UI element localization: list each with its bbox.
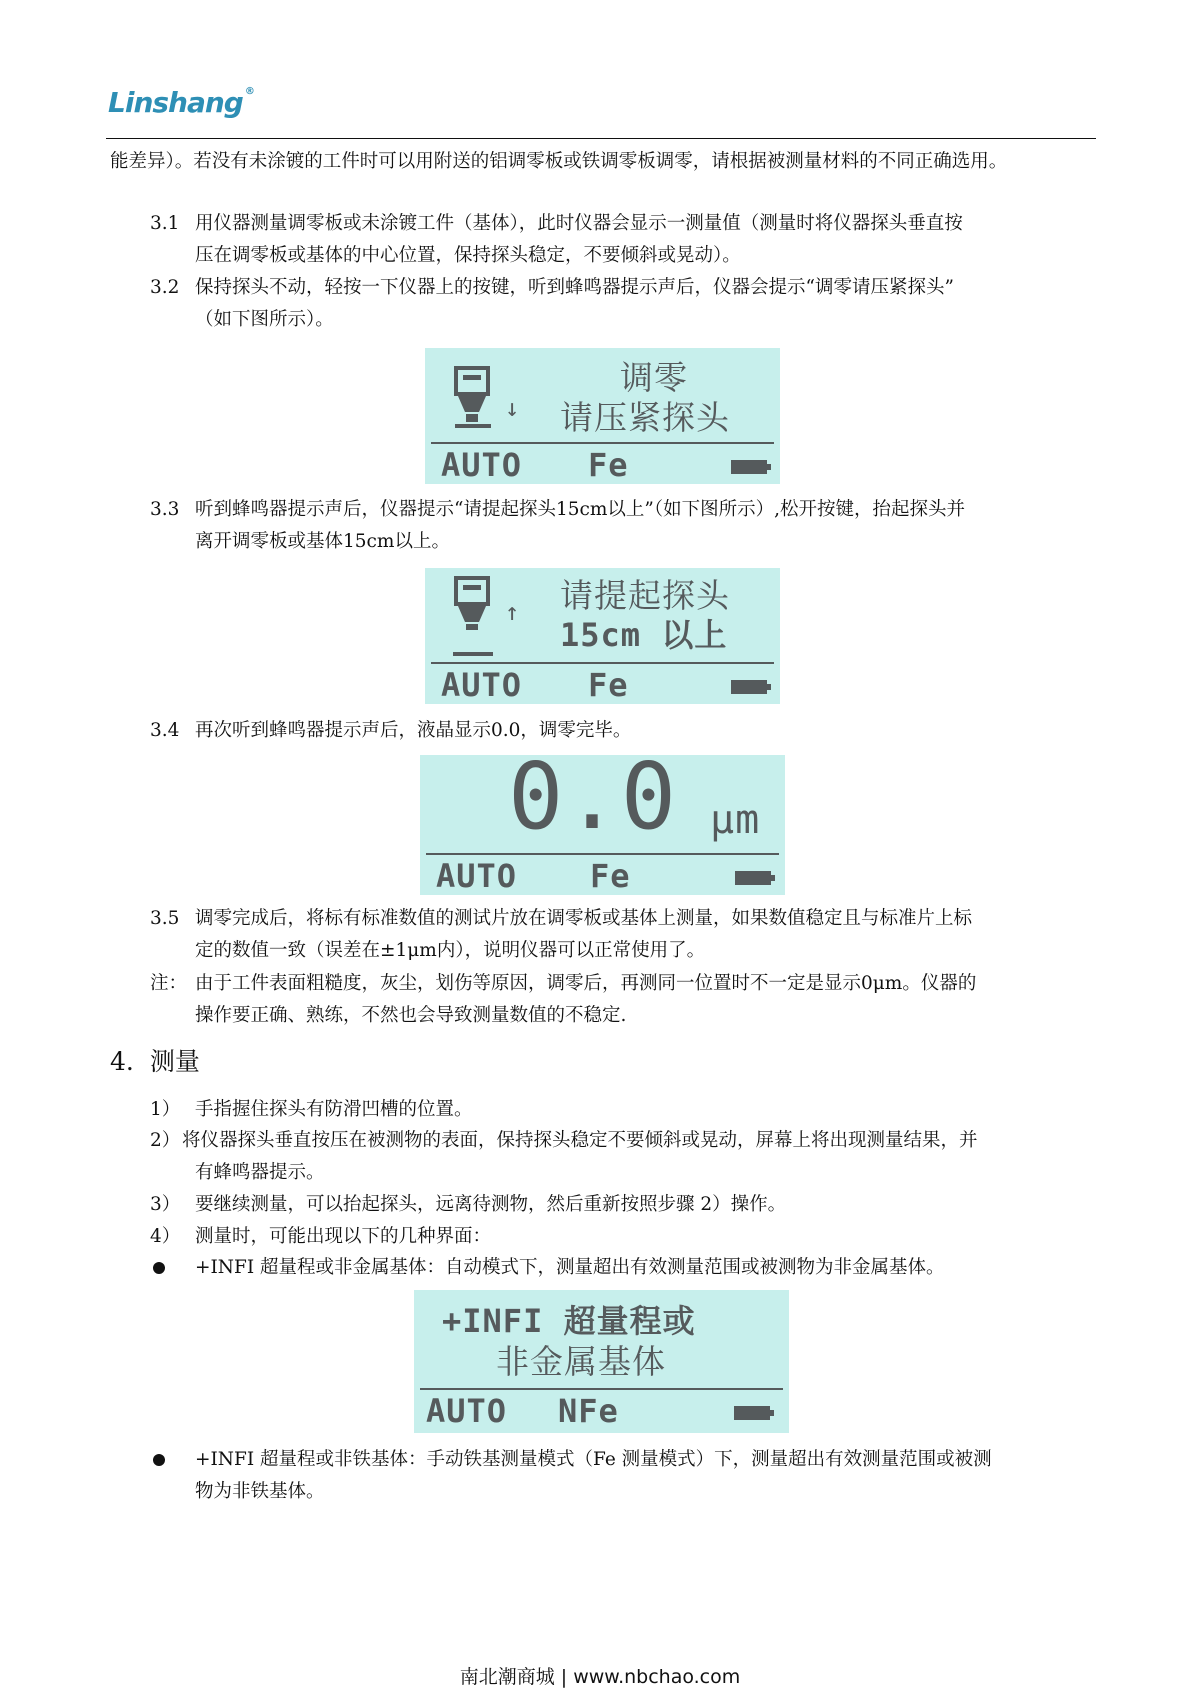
- arrow-up-icon: ↑: [505, 598, 521, 626]
- step-text-line1: 测量时，可能出现以下的几种界面：: [195, 1226, 492, 1247]
- lcd-line2: 非金属基体: [496, 1342, 666, 1381]
- lcd-material: Fe: [590, 857, 631, 895]
- probe-icon: [453, 576, 493, 640]
- step-text-line2: 压在调零板或基体的中心位置，保持探头稳定，不要倾斜或晃动）。: [195, 245, 741, 266]
- lcd-divider: [431, 442, 774, 444]
- logo-text: Linshang: [108, 86, 243, 119]
- lcd-line1: 调零: [620, 358, 688, 397]
- step-text-line2: 有蜂鸣器提示。: [195, 1162, 325, 1183]
- note-text-line1: 由于工件表面粗糙度，灰尘，划伤等原因，调零后，再测同一位置时不一定是显示0μm。仪器的: [195, 973, 977, 994]
- bullet-text-line1: +INFI 超量程或非铁基体：手动铁基测量模式（Fe 测量模式）下，测量超出有效测量范围或被测: [195, 1449, 992, 1470]
- header-rule: [106, 138, 1096, 139]
- brand-logo: [108, 86, 254, 119]
- battery-icon: [731, 460, 767, 474]
- lcd-material: Fe: [588, 446, 629, 484]
- step-text-line1: 手指握住探头有防滑凹槽的位置。: [195, 1099, 473, 1120]
- step-number: 3.5: [150, 908, 180, 929]
- lcd-mode: AUTO: [441, 446, 523, 484]
- lcd-line2: 15cm 以上: [560, 616, 728, 654]
- step-text-line2: 离开调零板或基体15cm以上。: [195, 531, 450, 552]
- step-text-line2: （如下图所示）。: [195, 309, 334, 330]
- step-number: 3.3: [150, 499, 180, 520]
- step-text-line1: 调零完成后，将标有标准数值的测试片放在调零板或基体上测量，如果数值稳定且与标准片上标: [195, 908, 973, 929]
- registered-mark: ®: [244, 86, 254, 97]
- step-number: 4）: [150, 1226, 181, 1247]
- step-number: 3.2: [150, 277, 180, 298]
- lcd-unit: μm: [710, 797, 761, 843]
- lcd-divider: [420, 1388, 783, 1390]
- bullet-dot: [153, 1454, 165, 1466]
- step-text-line2: 定的数值一致（误差在±1μm内），说明仪器可以正常使用了。: [195, 940, 706, 961]
- lcd-screen-zero-reading: [420, 755, 785, 895]
- probe-icon: [453, 366, 493, 430]
- battery-icon: [731, 680, 767, 694]
- lcd-screen-zero-press: [425, 348, 780, 484]
- bullet-text-line1: +INFI 超量程或非金属基体：自动模式下，测量超出有效测量范围或被测物为非金属基体。: [195, 1257, 945, 1278]
- arrow-down-icon: ↓: [505, 394, 521, 422]
- lcd-line1: +INFI 超量程或: [442, 1302, 696, 1340]
- footer-site: 南北潮商城 | www.nbchao.com: [459, 1666, 741, 1688]
- step-text-line1: 听到蜂鸣器提示声后，仪器提示“请提起探头15cm以上”（如下图所示）,松开按键，抬起探头并: [195, 499, 965, 520]
- lcd-value: 0.0: [508, 755, 678, 850]
- base-plate: [453, 652, 493, 656]
- step-text-line1: 要继续测量，可以抬起探头，远离待测物，然后重新按照步骤 2）操作。: [195, 1194, 787, 1215]
- bullet-dot: [153, 1262, 165, 1274]
- lcd-material: NFe: [558, 1392, 619, 1430]
- step-number: 3.1: [150, 213, 180, 234]
- lcd-screen-lift-probe: [425, 568, 780, 704]
- battery-icon: [734, 1406, 770, 1420]
- lcd-line1: 请提起探头: [560, 576, 730, 615]
- lcd-divider: [426, 853, 779, 855]
- step-text-line1: 用仪器测量调零板或未涂镀工件（基体），此时仪器会显示一测量值（测量时将仪器探头垂直按: [195, 213, 963, 234]
- step-text-line1: 保持探头不动，轻按一下仪器上的按键，听到蜂鸣器提示声后，仪器会提示“调零请压紧探头”: [195, 277, 954, 298]
- step-number: 3）: [150, 1194, 181, 1215]
- note-label: 注：: [150, 973, 188, 994]
- step-number: 3.4: [150, 720, 180, 741]
- step-text-line1: 再次听到蜂鸣器提示声后，液晶显示0.0，调零完毕。: [195, 720, 632, 741]
- step-number: 1）: [150, 1099, 181, 1120]
- lcd-line2: 请压紧探头: [560, 398, 730, 437]
- step-number: 2）: [150, 1130, 181, 1151]
- lcd-material: Fe: [588, 666, 629, 704]
- lcd-mode: AUTO: [426, 1392, 508, 1430]
- intro-paragraph: 能差异）。若没有未涂镀的工件时可以用附送的铝调零板或铁调零板调零，请根据被测量材料的不同正确选用。: [110, 151, 1008, 172]
- section-heading: [110, 1042, 200, 1078]
- lcd-mode: AUTO: [441, 666, 523, 704]
- step-text-line1: 将仪器探头垂直按压在被测物的表面，保持探头稳定不要倾斜或晃动，屏幕上将出现测量结果，并: [182, 1130, 978, 1151]
- lcd-screen-overrange-nonmetal: [414, 1290, 789, 1433]
- note-text-line2: 操作要正确、熟练，不然也会导致测量数值的不稳定.: [195, 1005, 627, 1026]
- bullet-text-line2: 物为非铁基体。: [195, 1481, 325, 1502]
- lcd-mode: AUTO: [436, 857, 518, 895]
- section-number: 4.: [110, 1047, 134, 1076]
- lcd-divider: [431, 662, 774, 664]
- section-title: 测量: [149, 1047, 200, 1076]
- battery-icon: [735, 871, 771, 885]
